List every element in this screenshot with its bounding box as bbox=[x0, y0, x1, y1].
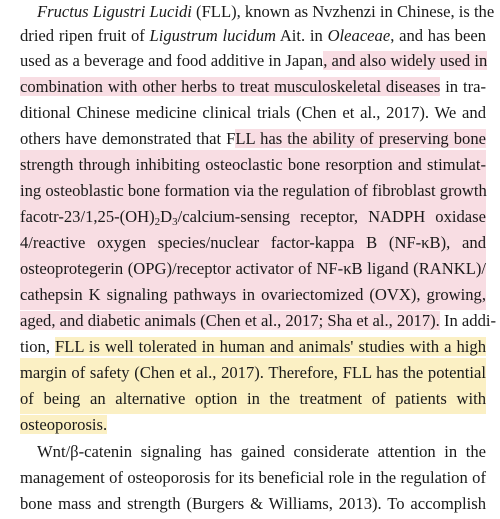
text-span: 4/reactive oxygen species/nuclear factor-kappa B (NF-κB), and bbox=[20, 233, 486, 252]
text-line bbox=[20, 489, 486, 519]
text-span: tion, bbox=[20, 337, 55, 356]
highlight-pink: combination with other herbs to treat musculoskeletal diseases bbox=[20, 77, 441, 96]
highlight-pink: , and also widely used in bbox=[323, 51, 488, 70]
text-line bbox=[20, 410, 107, 440]
text-span: in tra- bbox=[440, 77, 487, 96]
text-span: Oleaceae bbox=[327, 26, 391, 45]
text-span: facotr-23/1,25-(OH) bbox=[20, 207, 155, 226]
text-span: cathepsin K signaling pathways in ovariectomized (OVX), growing, bbox=[20, 285, 486, 304]
highlight-pink: aged, and diabetic animals (Chen et al., 2017; Sha et al., 2017). bbox=[20, 311, 440, 330]
text-span: strength through inhibiting osteoclastic bone resorption and stimulat- bbox=[20, 155, 486, 174]
text-span: /calcium-sensing receptor, NADPH oxidase bbox=[177, 207, 486, 226]
text-span: , and has been bbox=[390, 26, 486, 45]
text-span: osteoprotegerin (OPG)/receptor activator of NF-κB ligand (RANKL)/ bbox=[20, 259, 486, 278]
text-span: ditional Chinese medicine clinical trials (Chen et al., 2017). We and bbox=[20, 103, 486, 122]
text-span: bone mass and strength (Burgers & Williams, 2013). To accomplish bbox=[20, 494, 486, 513]
text-span: Fructus Ligustri Lucidi bbox=[37, 2, 192, 21]
highlight-yellow: FLL is well tolerated in human and animals' studies with a high bbox=[55, 337, 486, 356]
text-span: others have demonstrated that F bbox=[20, 129, 236, 148]
text-span: Ait. in bbox=[276, 26, 328, 45]
text-span: dried ripen fruit of bbox=[20, 26, 150, 45]
text-span: Wnt/β-catenin signaling has gained considerate attention in the bbox=[37, 442, 486, 461]
text-span: Ligustrum lucidum bbox=[149, 26, 276, 45]
subscript: 2 bbox=[154, 216, 161, 228]
text-span: (FLL), known as Nvzhenzi in Chinese, is the bbox=[191, 2, 495, 21]
text-span: of being an alternative option in the treatment of patients with bbox=[20, 389, 486, 408]
text-span: ing osteoblastic bone formation via the regulation of fibroblast growth bbox=[20, 181, 487, 200]
subscript: 3 bbox=[172, 216, 178, 228]
text-span: D bbox=[160, 207, 173, 226]
text-span: In addi- bbox=[439, 311, 497, 330]
highlight-yellow: osteoporosis. bbox=[20, 415, 108, 434]
highlight-pink: LL has the ability of preserving bone bbox=[235, 129, 486, 148]
text-span: margin of safety (Chen et al., 2017). Therefore, FLL has the potential bbox=[20, 363, 486, 382]
text-span: management of osteoporosis for its beneficial role in the regulation of bbox=[20, 468, 486, 487]
text-span: used as a beverage and food additive in Japan bbox=[20, 51, 324, 70]
